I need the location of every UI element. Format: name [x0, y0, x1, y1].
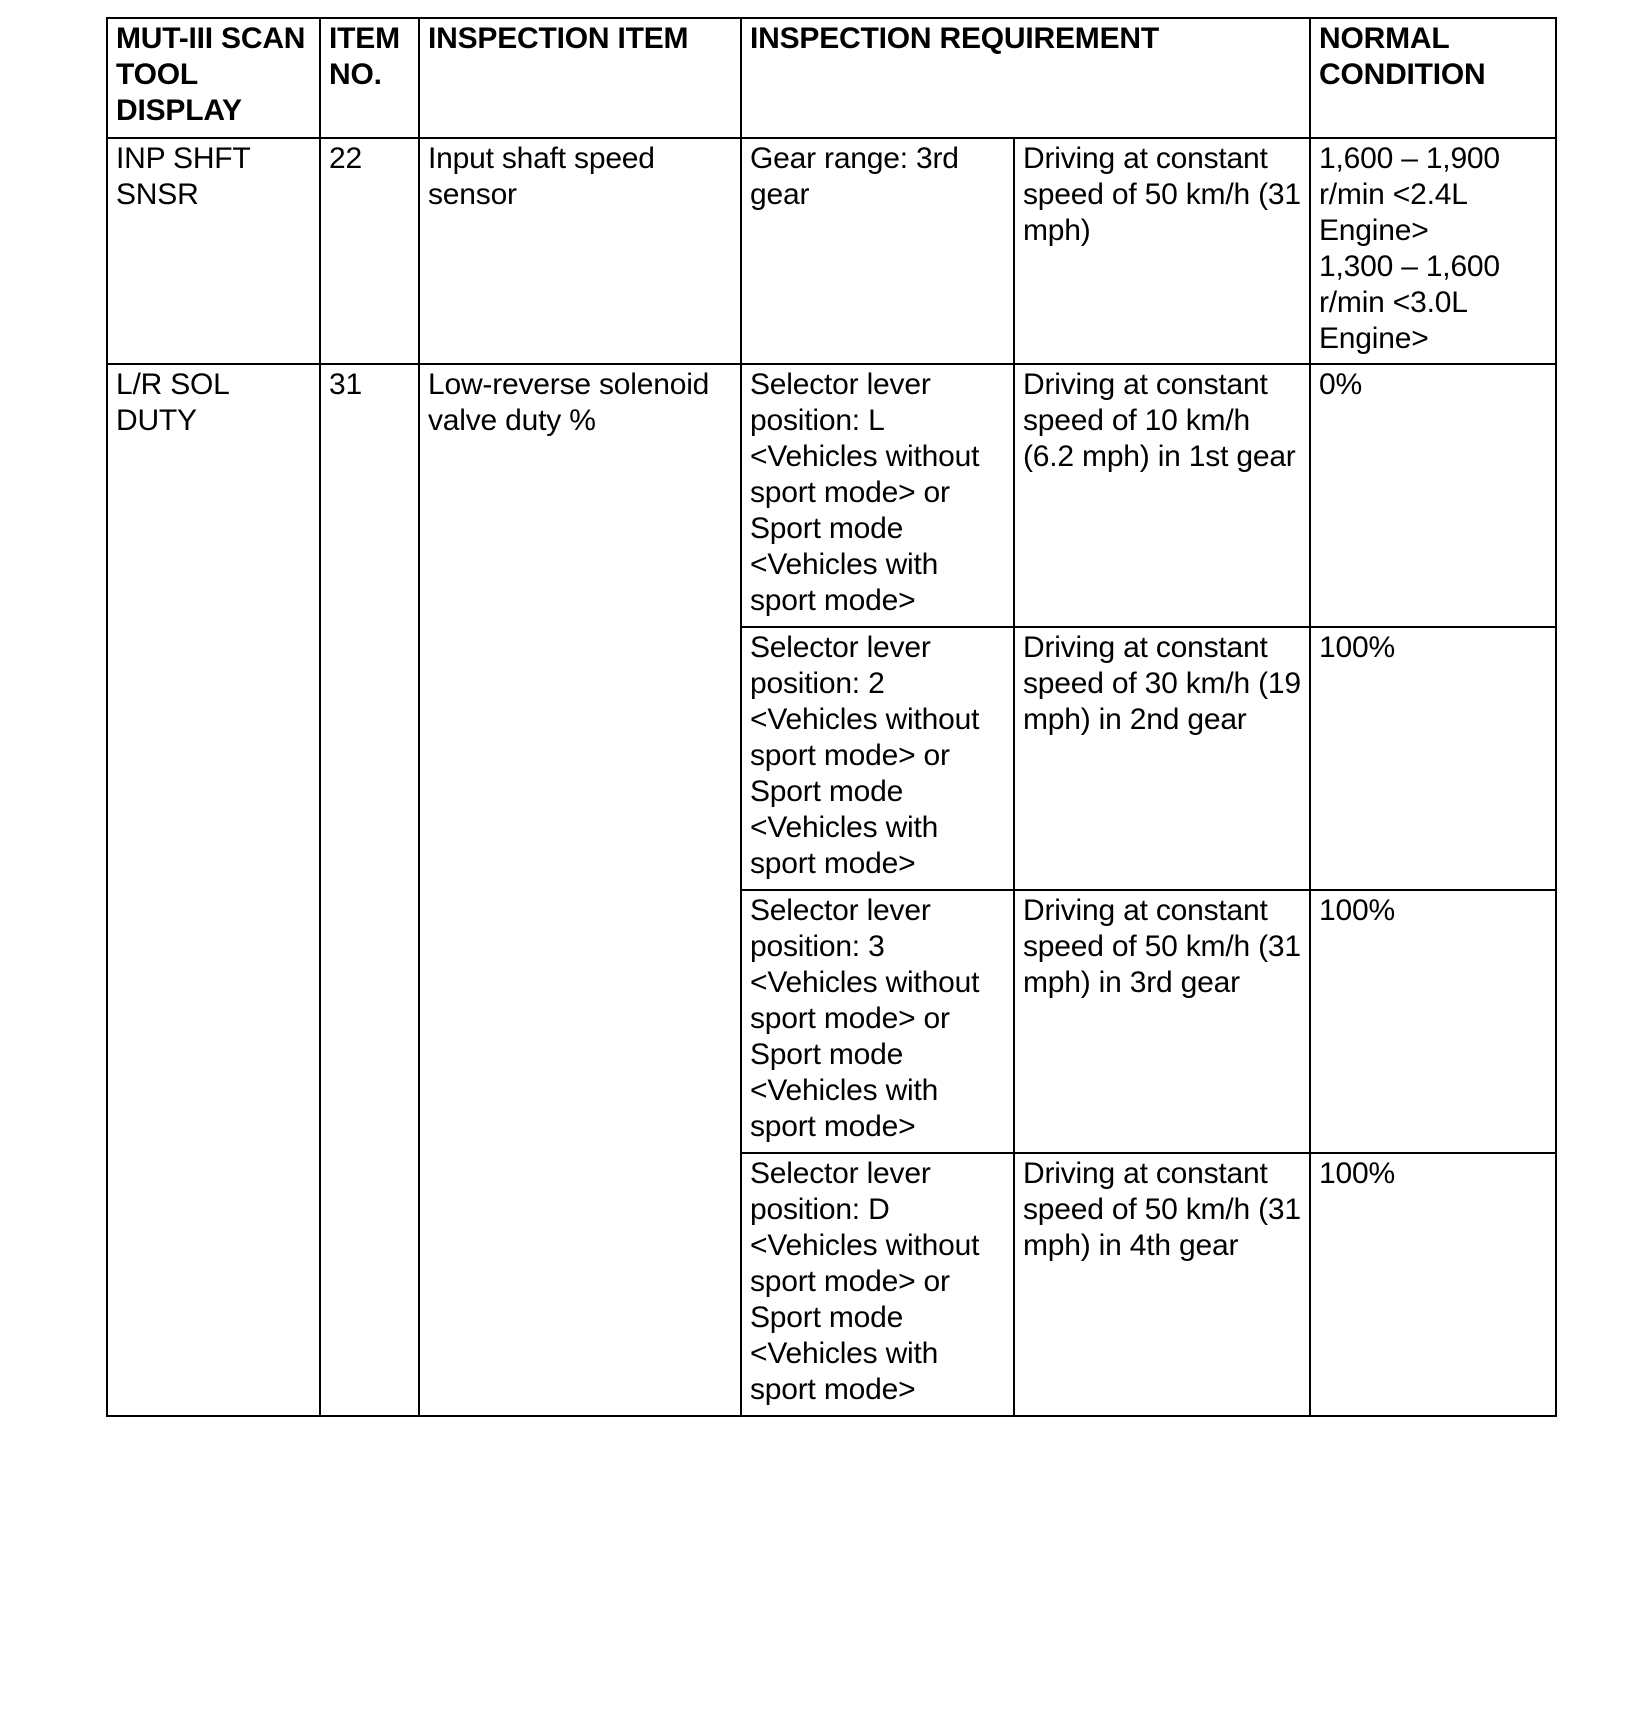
requirement-driving-cell: Driving at constant speed of 30 km/h (19 mph) in 2nd gear [1014, 627, 1310, 890]
inspection-item-cell: Input shaft speed sensor [419, 138, 741, 364]
requirement-condition-cell: Gear range: 3rd gear [741, 138, 1014, 364]
requirement-driving-cell: Driving at constant speed of 50 km/h (31 mph) [1014, 138, 1310, 364]
requirement-condition-cell: Selector lever position: 3 <Vehicles without sport mode> or Sport mode <Vehicles with sport mode> [741, 890, 1014, 1153]
table-row [107, 138, 1556, 364]
header-inspection-requirement: INSPECTION REQUIREMENT [741, 18, 1310, 138]
display-cell: L/R SOL DUTY [107, 364, 320, 1416]
normal-condition-cell: 100% [1310, 890, 1556, 1153]
requirement-condition-cell: Selector lever position: L <Vehicles without sport mode> or Sport mode <Vehicles with sport mode> [741, 364, 1014, 627]
header-row [107, 18, 1556, 138]
normal-condition-cell: 100% [1310, 627, 1556, 890]
header-display: MUT-III SCAN TOOL DISPLAY [107, 18, 320, 138]
requirement-driving-cell: Driving at constant speed of 10 km/h (6.2 mph) in 1st gear [1014, 364, 1310, 627]
header-item-no: ITEM NO. [320, 18, 419, 138]
normal-condition-cell: 0% [1310, 364, 1556, 627]
requirement-driving-cell: Driving at constant speed of 50 km/h (31 mph) in 3rd gear [1014, 890, 1310, 1153]
normal-condition-cell: 100% [1310, 1153, 1556, 1416]
inspection-item-cell: Low-reverse solenoid valve duty % [419, 364, 741, 1416]
header-inspection-item: INSPECTION ITEM [419, 18, 741, 138]
display-cell: INP SHFT SNSR [107, 138, 320, 364]
requirement-driving-cell: Driving at constant speed of 50 km/h (31 mph) in 4th gear [1014, 1153, 1310, 1416]
header-normal-condition: NORMAL CONDITION [1310, 18, 1556, 138]
inspection-table [106, 17, 1557, 1417]
item-no-cell: 22 [320, 138, 419, 364]
normal-condition-cell: 1,600 – 1,900 r/min <2.4L Engine> 1,300 – 1,600 r/min <3.0L Engine> [1310, 138, 1556, 364]
requirement-condition-cell: Selector lever position: D <Vehicles without sport mode> or Sport mode <Vehicles with sport mode> [741, 1153, 1014, 1416]
requirement-condition-cell: Selector lever position: 2 <Vehicles without sport mode> or Sport mode <Vehicles with sport mode> [741, 627, 1014, 890]
item-no-cell: 31 [320, 364, 419, 1416]
table-row [107, 364, 1556, 627]
